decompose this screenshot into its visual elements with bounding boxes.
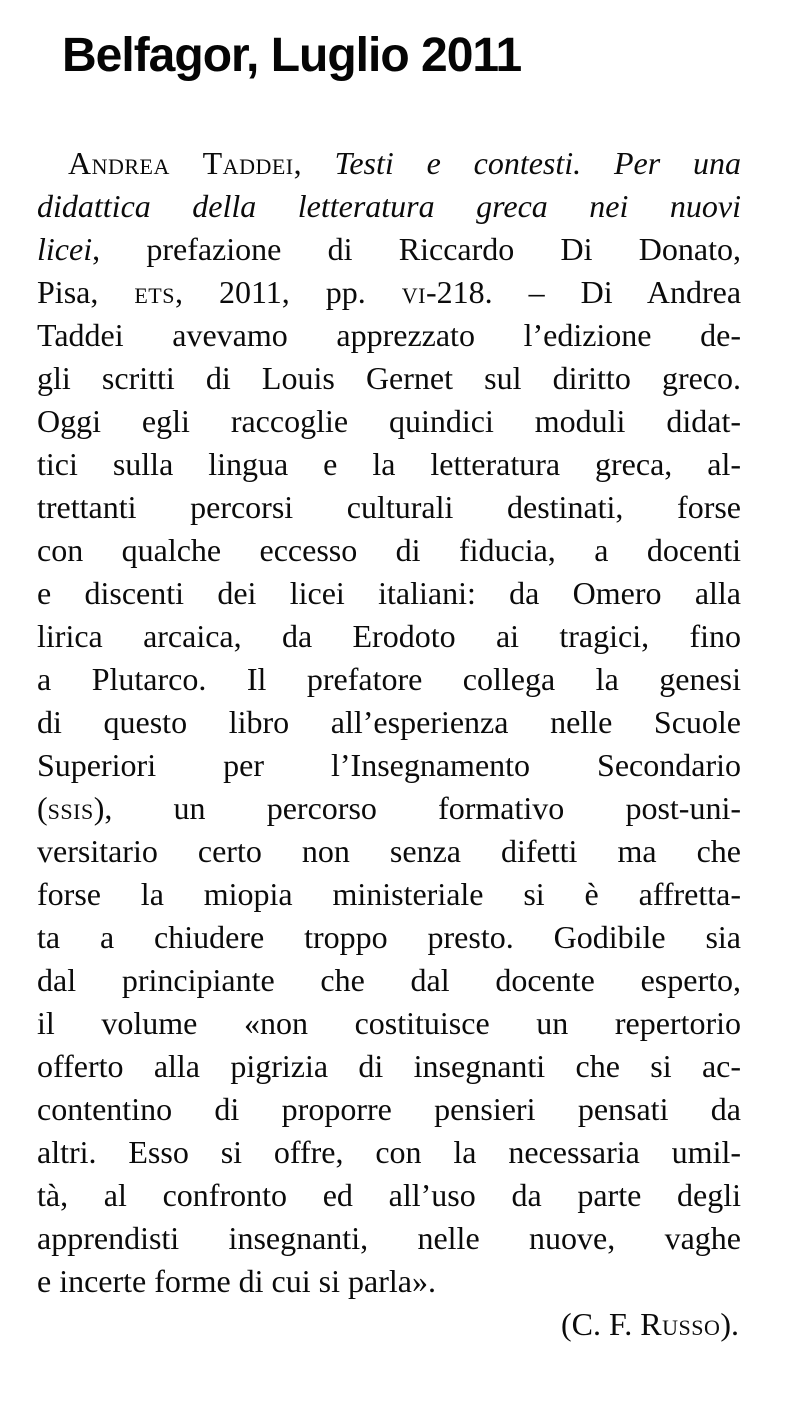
text-segment: con qualche eccesso di fiducia, a docenti — [37, 532, 741, 568]
italic-text-segment: Testi e contesti. Per una — [334, 145, 742, 181]
text-line — [37, 486, 741, 529]
text-line — [37, 142, 741, 185]
text-segment: Pisa, — [37, 274, 135, 310]
text-line — [37, 314, 741, 357]
smallcaps-text-segment: Andrea Taddei — [68, 145, 294, 181]
text-segment: trettanti percorsi culturali destinati, forse — [37, 489, 741, 525]
text-line — [37, 228, 741, 271]
text-line — [37, 572, 741, 615]
text-line — [37, 529, 741, 572]
text-line — [37, 701, 741, 744]
text-segment: contentino di proporre pensieri pensati da — [37, 1091, 741, 1127]
text-line — [37, 658, 741, 701]
text-line — [37, 185, 741, 228]
text-segment: ). — [720, 1306, 739, 1342]
review-body — [37, 142, 741, 1346]
smallcaps-text-segment: ets — [134, 274, 175, 310]
text-line — [37, 873, 741, 916]
text-segment: offerto alla pigrizia di insegnanti che si ac- — [37, 1048, 741, 1084]
text-line — [37, 916, 741, 959]
text-segment: (C. F. — [561, 1306, 641, 1342]
text-line — [37, 1260, 741, 1303]
text-line — [37, 615, 741, 658]
text-segment: Superiori per l’Insegnamento Secondario — [37, 747, 741, 783]
text-segment: di questo libro all’esperienza nelle Scuole — [37, 704, 741, 740]
text-line — [37, 830, 741, 873]
text-line — [37, 959, 741, 1002]
text-segment: versitario certo non senza difetti ma che — [37, 833, 741, 869]
text-line — [37, 1045, 741, 1088]
text-line — [37, 1088, 741, 1131]
text-line — [37, 787, 741, 830]
italic-text-segment: licei — [37, 231, 93, 267]
text-segment: ( — [37, 790, 48, 826]
text-segment: apprendisti insegnanti, nelle nuove, vaghe — [37, 1220, 741, 1256]
text-segment: e discenti dei licei italiani: da Omero alla — [37, 575, 741, 611]
text-segment: il volume «non costituisce un repertorio — [37, 1005, 741, 1041]
text-line — [37, 1174, 741, 1217]
text-segment: a Plutarco. Il prefatore collega la genesi — [37, 661, 741, 697]
text-segment: dal principiante che dal docente esperto, — [37, 962, 741, 998]
text-segment: tà, al confronto ed all’uso da parte degli — [37, 1177, 741, 1213]
text-segment: e incerte forme di cui si parla». — [37, 1263, 436, 1299]
text-line — [37, 443, 741, 486]
text-segment: , prefazione di Riccardo Di Donato, — [92, 231, 741, 267]
smallcaps-text-segment: ssis — [47, 790, 94, 826]
text-line — [37, 1131, 741, 1174]
text-line — [37, 271, 741, 314]
page-title: Belfagor, Luglio 2011 — [62, 29, 522, 82]
text-segment: lirica arcaica, da Erodoto ai tragici, fino — [37, 618, 741, 654]
text-segment: , — [293, 145, 335, 181]
text-segment: forse la miopia ministeriale si è affretta- — [37, 876, 741, 912]
smallcaps-text-segment: Russo — [640, 1306, 721, 1342]
text-segment: altri. Esso si offre, con la necessaria umil- — [37, 1134, 741, 1170]
text-line — [37, 400, 741, 443]
text-segment: Oggi egli raccoglie quindici moduli didat- — [37, 403, 741, 439]
text-segment: tici sulla lingua e la letteratura greca, al- — [37, 446, 741, 482]
text-segment: gli scritti di Louis Gernet sul diritto greco. — [37, 360, 741, 396]
text-line — [37, 1217, 741, 1260]
text-line — [37, 744, 741, 787]
smallcaps-text-segment: vi — [401, 274, 426, 310]
text-segment: Taddei avevamo apprezzato l’edizione de- — [37, 317, 741, 353]
text-segment: , 2011, pp. — [174, 274, 402, 310]
text-line — [37, 1002, 741, 1045]
text-segment: ), un percorso formativo post-uni- — [93, 790, 741, 826]
signature — [37, 1303, 741, 1346]
text-segment: ta a chiudere troppo presto. Godibile sia — [37, 919, 741, 955]
italic-text-segment: didattica della letteratura greca nei nuovi — [37, 188, 741, 224]
text-segment: -218. – Di Andrea — [425, 274, 742, 310]
text-line — [37, 357, 741, 400]
